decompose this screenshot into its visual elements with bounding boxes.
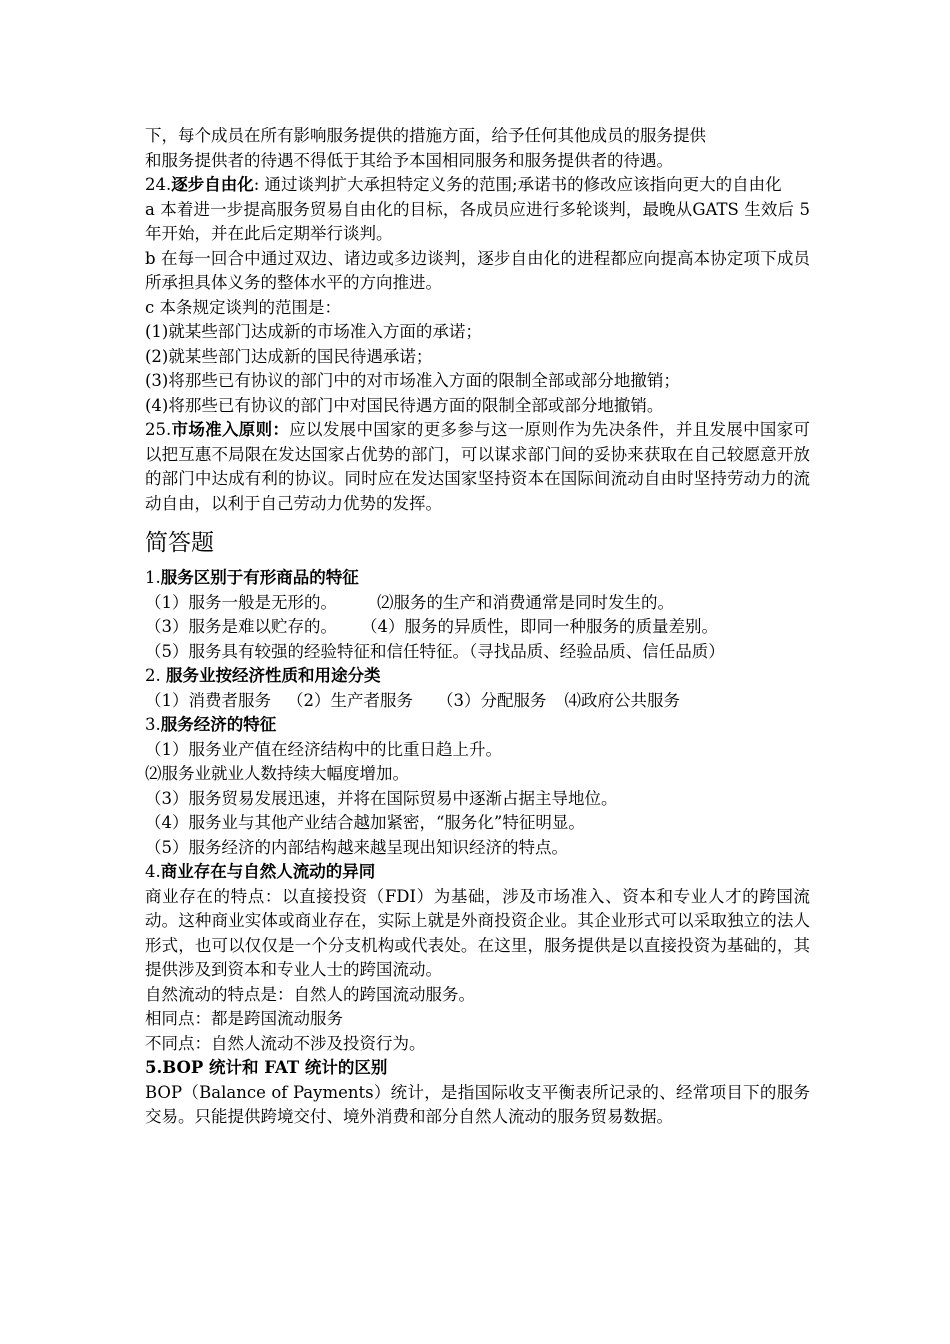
document-body	[145, 124, 810, 1130]
question-5-heading: BOP 统计和 FAT 统计的区别	[162, 1058, 388, 1077]
answer-paragraph: BOP（Balance of Payments）统计，是指国际收支平衡表所记录的、经常项目下的服务交易。只能提供跨境交付、境外消费和部分自然人流动的服务贸易数据。	[145, 1082, 810, 1126]
question-1-heading: 服务区别于有形商品的特征	[160, 568, 359, 587]
answer-item: （5）服务经济的内部结构越来越呈现出知识经济的特点。	[145, 837, 568, 857]
item-24-b: b 在每一回合中通过双边、诸边或多边谈判，逐步自由化的进程都应向提高本协定项下成员所承担具体义务的整体水平的方向推进。	[145, 248, 810, 292]
question-1-title	[145, 566, 810, 591]
answer-item: ⑷政府公共服务	[564, 690, 680, 710]
item-24-c2: (2)就某些部门达成新的国民待遇承诺；	[145, 346, 433, 366]
answer-item: ⑵服务业就业人数持续大幅度增加。	[145, 764, 409, 783]
answer-paragraph: 商业存在的特点：以直接投资（FDI）为基础，涉及市场准入、资本和专业人才的跨国流动。这种商业实体或商业存在，实际上就是外商投资企业。其企业形式可以采取独立的法人形式，也可以仅仅是一个分支机构或代表处。在这里，服务提供是以直接投资为基础的，其提供涉及到资本和专业人士的跨国流动。	[145, 886, 810, 979]
question-3-number: 3.	[145, 715, 161, 734]
item-24-title: 逐步自由化	[171, 175, 254, 194]
item-25	[145, 418, 810, 516]
answer-item: （1）服务业产值在经济结构中的比重日趋上升。	[145, 739, 502, 759]
question-5-number: 5.	[145, 1058, 163, 1077]
item-25-number: 25.	[145, 420, 172, 439]
item-25-text: 应以发展中国家的更多参与这一原则作为先决条件，并且发展中国家可以把互惠不局限在发达国家占优势的部门，可以谋求部门间的妥协来获取在自己较愿意开放的部门中达成有利的协议。同时应在发达国家坚持资本在国际间流动自由时坚持劳动力的流动自由，以利于自己劳动力优势的发挥。	[145, 420, 811, 513]
question-1-number: 1.	[145, 568, 161, 587]
question-4-number: 4.	[145, 862, 161, 881]
paragraph-line: 下，每个成员在所有影响服务提供的措施方面，给予任何其他成员的服务提供	[145, 126, 706, 145]
answer-paragraph: 不同点：自然人流动不涉及投资行为。	[145, 1033, 426, 1053]
item-24-number: 24.	[145, 175, 172, 194]
item-24-c1: (1)就某些部门达成新的市场准入方面的承诺；	[145, 322, 482, 341]
item-24-c: c 本条规定谈判的范围是：	[145, 297, 341, 317]
question-2-title	[145, 664, 810, 689]
question-1-row-1	[145, 591, 810, 616]
answer-item: （3）分配服务	[437, 690, 547, 710]
answer-item: （3）服务贸易发展迅速，并将在国际贸易中逐渐占据主导地位。	[145, 788, 618, 808]
answer-item: （1）服务一般是无形的。	[145, 592, 337, 612]
answer-item: （4）服务的异质性，即同一种服务的质量差别。	[361, 617, 718, 636]
answer-item: ⑵服务的生产和消费通常是同时发生的。	[377, 592, 674, 612]
question-2-heading: 服务业按经济性质和用途分类	[166, 666, 381, 685]
item-24-a: a 本着进一步提高服务贸易自由化的目标，各成员应进行多轮谈判，最晚从GATS 生效后 5 年开始，并在此后定期举行谈判。	[145, 199, 810, 243]
question-1-row-3: （5）服务具有较强的经验特征和信任特征。（寻找品质、经验品质、信任品质）	[145, 641, 725, 661]
answer-paragraph: 相同点：都是跨国流动服务	[145, 1009, 343, 1028]
question-2-number: 2.	[145, 666, 166, 685]
question-3-heading: 服务经济的特征	[160, 715, 277, 734]
item-24-text: : 通过谈判扩大承担特定义务的范围;承诺书的修改应该指向更大的自由化	[253, 175, 782, 194]
question-5-title	[145, 1056, 810, 1081]
answer-item: （3）服务是难以贮存的。	[145, 617, 337, 636]
question-2-row-1	[145, 689, 810, 714]
section-heading: 简答题	[145, 530, 214, 556]
question-1-row-2	[145, 615, 810, 640]
paragraph-line: 和服务提供者的待遇不得低于其给予本国相同服务和服务提供者的待遇。	[145, 150, 673, 170]
answer-item: （1）消费者服务	[145, 690, 271, 710]
answer-item: （2）生产者服务	[287, 690, 413, 710]
item-24-c3: (3)将那些已有协议的部门中的对市场准入方面的限制全部或部分地撤销；	[145, 371, 680, 390]
question-3-title	[145, 713, 810, 738]
item-24-c4: (4)将那些已有协议的部门中对国民待遇方面的限制全部或部分地撤销。	[145, 395, 664, 415]
answer-paragraph: 自然流动的特点是：自然人的跨国流动服务。	[145, 984, 475, 1004]
question-4-title	[145, 860, 810, 885]
item-25-title: 市场准入原则：	[171, 420, 290, 439]
answer-item: （4）服务业与其他产业结合越加紧密，“服务化”特征明显。	[145, 813, 585, 832]
question-4-heading: 商业存在与自然人流动的异同	[160, 862, 376, 881]
item-24	[145, 173, 810, 198]
